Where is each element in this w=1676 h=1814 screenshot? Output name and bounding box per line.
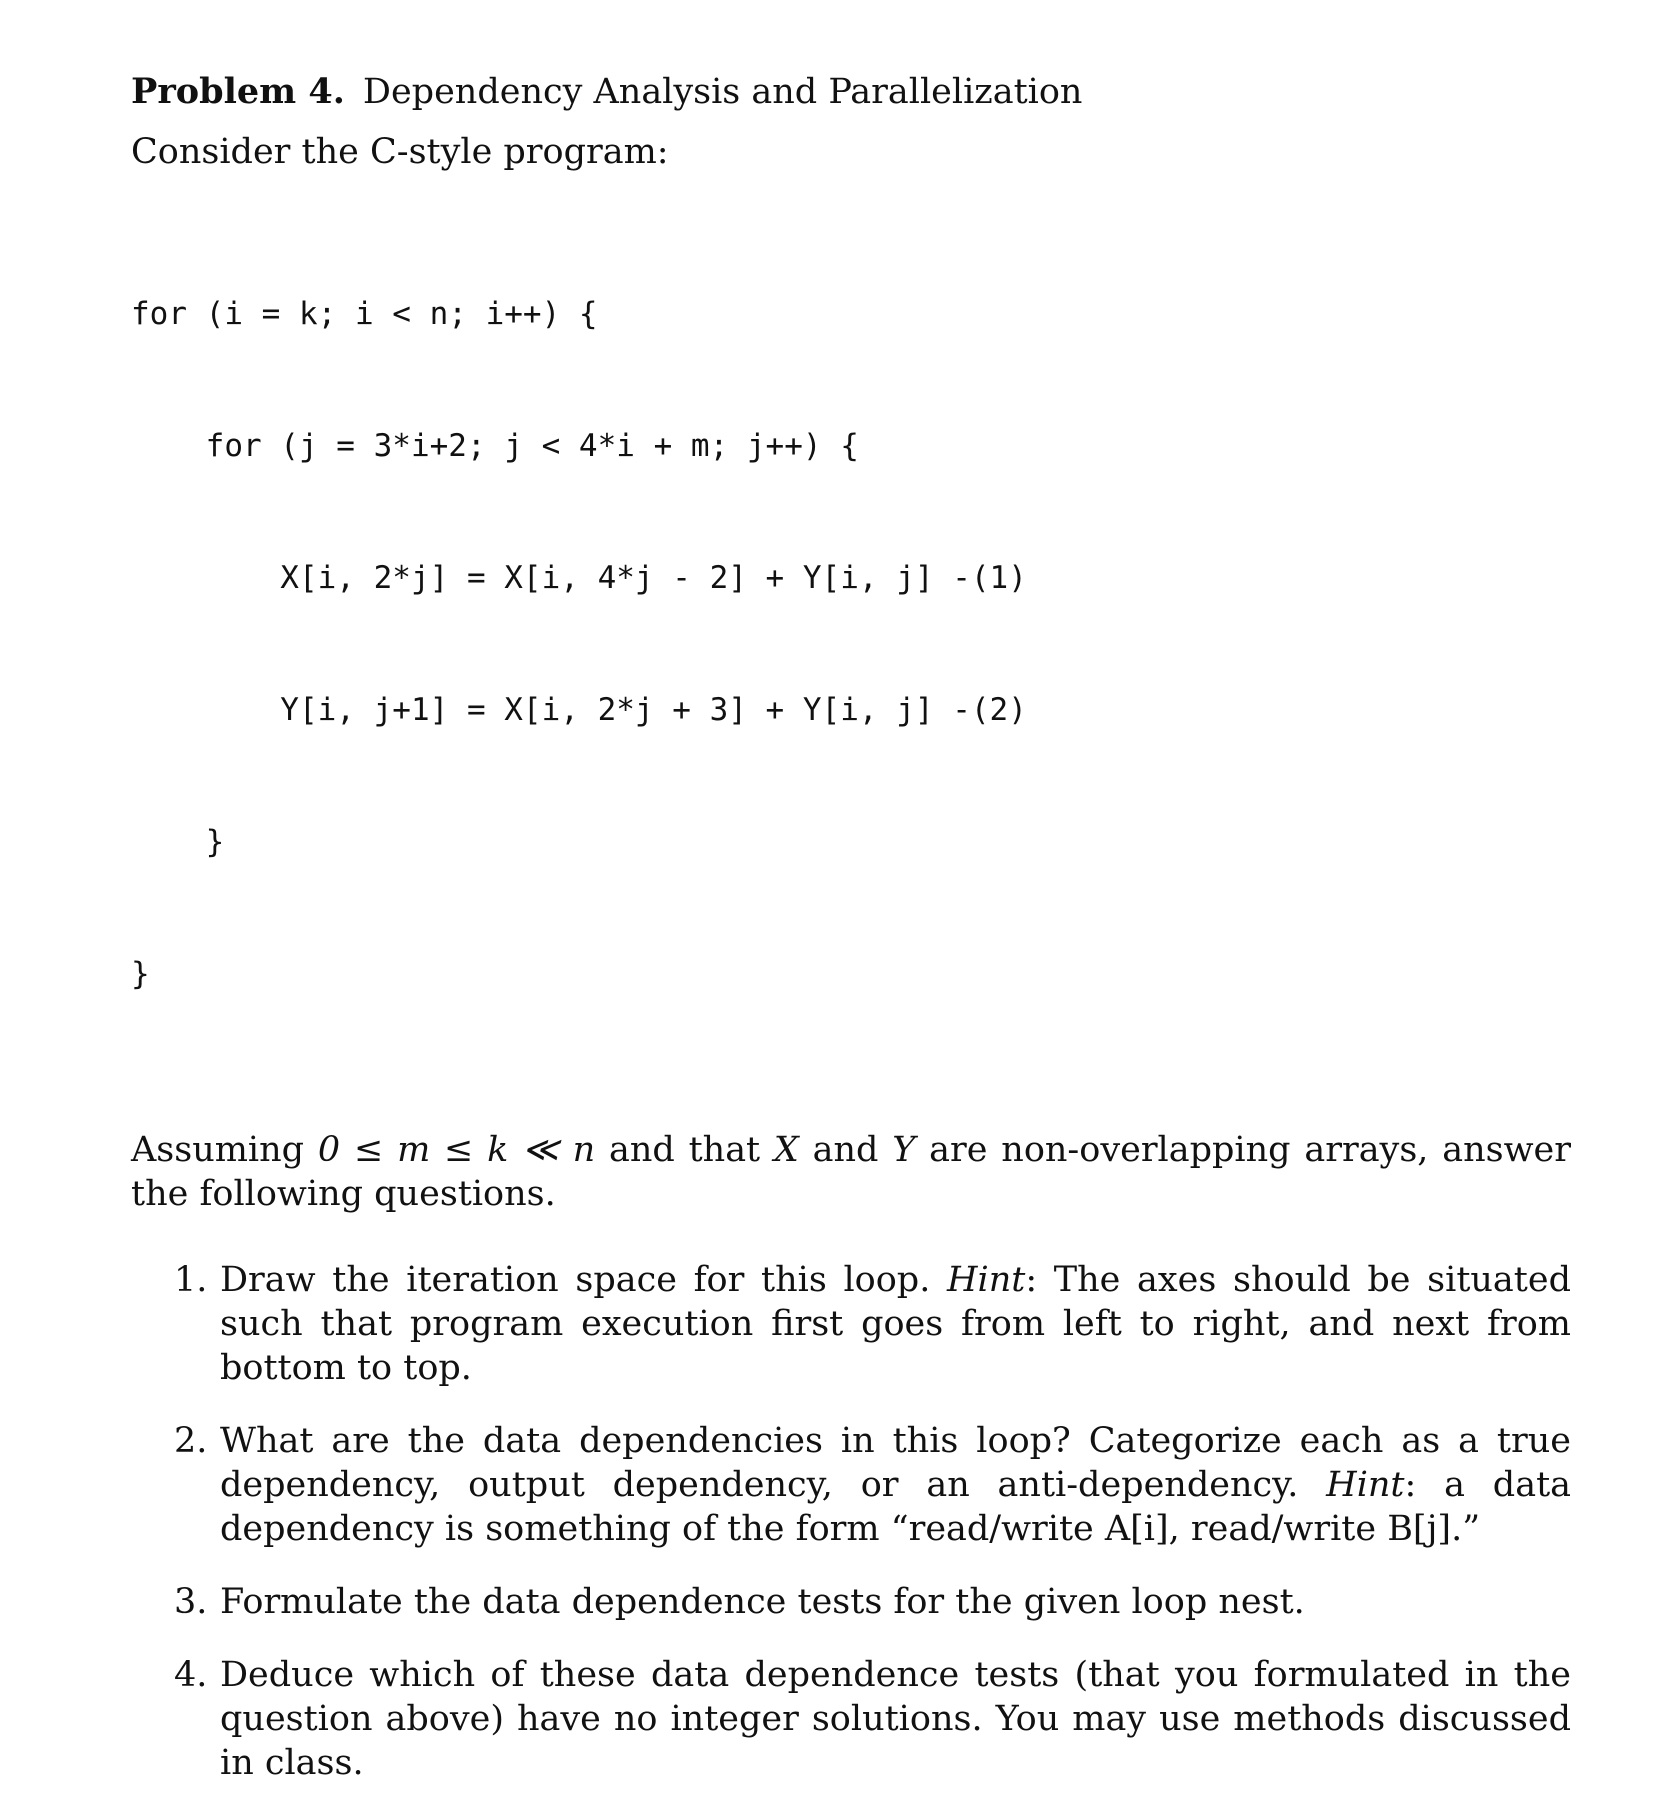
assumption-y: Y (892, 1130, 916, 1170)
problem-heading (131, 70, 1571, 114)
question-list (131, 1258, 1571, 1785)
question-text-after: : The axes should be situated such that program execution first goes from left to right, and next from bottom to top. (220, 1260, 1571, 1388)
question-number: 3. (174, 1582, 208, 1622)
question-item (131, 1580, 1571, 1624)
question-item (131, 1258, 1571, 1390)
hint-label: Hint (947, 1260, 1026, 1300)
assumption-prefix: Assuming (131, 1130, 318, 1170)
code-line: Y[i, j+1] = X[i, 2*j + 3] + Y[i, j] -(2) (131, 692, 1027, 728)
question-text: Deduce which of these data dependence tests (that you formulated in the question above) have no integer solutions. You may use methods discussed in class. (220, 1655, 1571, 1783)
question-text-after: : a data dependency is something of the form “read/write A[i], read/write B[j].” (220, 1465, 1571, 1549)
assumption-middle2: and (798, 1130, 893, 1170)
question-number: 4. (174, 1655, 208, 1695)
assumption-math: 0 ≤ m ≤ k ≪ n (317, 1130, 596, 1170)
hint-label: Hint (1326, 1465, 1405, 1505)
code-block (131, 204, 1571, 1084)
problem-label: Problem 4. (131, 71, 345, 112)
code-line: for (j = 3*i+2; j < 4*i + m; j++) { (131, 428, 859, 464)
problem-title: Dependency Analysis and Parallelization (362, 72, 1083, 112)
question-number: 2. (174, 1421, 208, 1461)
question-item (131, 1419, 1571, 1551)
question-text: What are the data dependencies in this loop? Categorize each as a true dependency, output dependency, or an anti-dependency. (220, 1421, 1571, 1505)
intro-text: Consider the C-style program: (131, 132, 669, 172)
question-text: Formulate the data dependence tests for the given loop nest. (220, 1582, 1305, 1622)
question-item (131, 1653, 1571, 1785)
code-line: X[i, 2*j] = X[i, 4*j - 2] + Y[i, j] -(1) (131, 560, 1027, 596)
code-line: for (i = k; i < n; i++) { (131, 296, 598, 332)
code-line: } (131, 956, 150, 992)
assumption-middle1: and that (595, 1130, 774, 1170)
document-page (131, 70, 1571, 1814)
assumption-suffix: are non-overlapping arrays, answer the following questions. (131, 1130, 1571, 1214)
assumption-x: X (773, 1130, 799, 1170)
question-number: 1. (174, 1260, 208, 1300)
assumption-paragraph (131, 1128, 1571, 1216)
question-text: Draw the iteration space for this loop. (220, 1260, 947, 1300)
code-line: } (131, 824, 225, 860)
